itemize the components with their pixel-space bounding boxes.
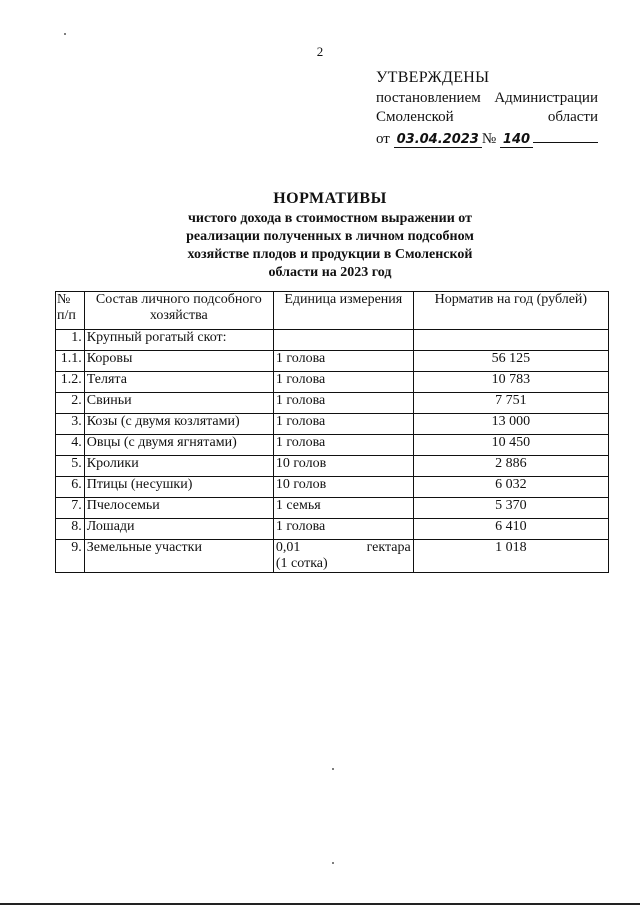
table-header-row [56, 292, 609, 330]
row-name: Крупный рогатый скот: [84, 330, 273, 351]
approval-line-2-right: области [547, 109, 598, 125]
approval-line-1-right: Администрации [494, 90, 598, 106]
approval-number: 140 [500, 132, 533, 148]
row-norm: 10 450 [413, 435, 608, 456]
scan-speck [332, 768, 334, 770]
row-name: Земельные участки [84, 540, 273, 573]
header-name: Состав личного подсобного хозяйства [84, 292, 273, 330]
table-row [56, 351, 609, 372]
unit-value: 0,01 [275, 540, 301, 555]
row-name: Овцы (с двумя ягнятами) [84, 435, 273, 456]
row-norm [413, 330, 608, 351]
header-unit: Единица измерения [273, 292, 413, 330]
row-norm: 6 032 [413, 477, 608, 498]
row-unit: 1 голова [273, 519, 413, 540]
row-unit: 1 голова [273, 351, 413, 372]
row-norm: 7 751 [413, 393, 608, 414]
document-title: НОРМАТИВЫ [273, 190, 387, 207]
row-norm: 13 000 [413, 414, 608, 435]
row-norm: 10 783 [413, 372, 608, 393]
table-body [56, 330, 609, 573]
signature-underline [533, 127, 598, 143]
row-unit: 10 голов [273, 456, 413, 477]
header-num: № п/п [56, 292, 85, 330]
unit-word: гектара [366, 540, 411, 555]
row-num: 6. [56, 477, 85, 498]
row-unit: 1 голова [273, 435, 413, 456]
row-norm: 56 125 [413, 351, 608, 372]
table-row [56, 477, 609, 498]
row-num: 2. [56, 393, 85, 414]
row-norm: 5 370 [413, 498, 608, 519]
table-row [56, 330, 609, 351]
unit-note: (1 сотка) [275, 556, 328, 571]
row-name: Свиньи [84, 393, 273, 414]
row-num: 3. [56, 414, 85, 435]
row-unit: 1 голова [273, 372, 413, 393]
row-num: 4. [56, 435, 85, 456]
approval-block [376, 68, 598, 149]
row-norm: 2 886 [413, 456, 608, 477]
table-row-land [56, 540, 609, 573]
table-row [56, 456, 609, 477]
table-row [56, 435, 609, 456]
scan-speck [64, 33, 66, 35]
approval-heading: УТВЕРЖДЕНЫ [376, 69, 490, 86]
table-row [56, 498, 609, 519]
row-name: Козы (с двумя козлятами) [84, 414, 273, 435]
row-name: Птицы (несушки) [84, 477, 273, 498]
header-norm: Норматив на год (рублей) [413, 292, 608, 330]
row-num: 1.2. [56, 372, 85, 393]
approval-line-2-left: Смоленской [376, 109, 454, 125]
page-number: 2 [316, 44, 324, 59]
table-row [56, 372, 609, 393]
document-subtitle: чистого дохода в стоимостном выражении от реализации полученных в личном подсобном хозяйстве плодов и продукции в Смоленской области на 2023 год [186, 211, 474, 280]
approval-date: 03.04.2023 [394, 132, 482, 148]
row-unit [273, 540, 413, 573]
approval-line-1-left: постановлением [376, 90, 481, 106]
row-num: 7. [56, 498, 85, 519]
approval-line-1 [376, 89, 598, 108]
row-norm: 1 018 [413, 540, 608, 573]
table-row [56, 519, 609, 540]
table-row [56, 393, 609, 414]
norms-table [55, 291, 609, 573]
approval-date-number-line [376, 127, 598, 149]
table-row [56, 414, 609, 435]
row-unit: 1 голова [273, 393, 413, 414]
approval-prefix: от [376, 131, 390, 147]
row-unit: 1 голова [273, 414, 413, 435]
row-norm: 6 410 [413, 519, 608, 540]
row-num: 1. [56, 330, 85, 351]
row-unit: 1 семья [273, 498, 413, 519]
scan-speck [332, 862, 334, 864]
row-name: Коровы [84, 351, 273, 372]
row-name: Лошади [84, 519, 273, 540]
row-name: Кролики [84, 456, 273, 477]
approval-number-sign: № [481, 131, 497, 147]
row-num: 9. [56, 540, 85, 573]
row-unit: 10 голов [273, 477, 413, 498]
row-unit [273, 330, 413, 351]
approval-line-2 [376, 108, 598, 127]
row-name: Телята [84, 372, 273, 393]
unit-value-line [276, 540, 411, 556]
row-num: 8. [56, 519, 85, 540]
row-num: 5. [56, 456, 85, 477]
row-name: Пчелосемьи [84, 498, 273, 519]
row-num: 1.1. [56, 351, 85, 372]
